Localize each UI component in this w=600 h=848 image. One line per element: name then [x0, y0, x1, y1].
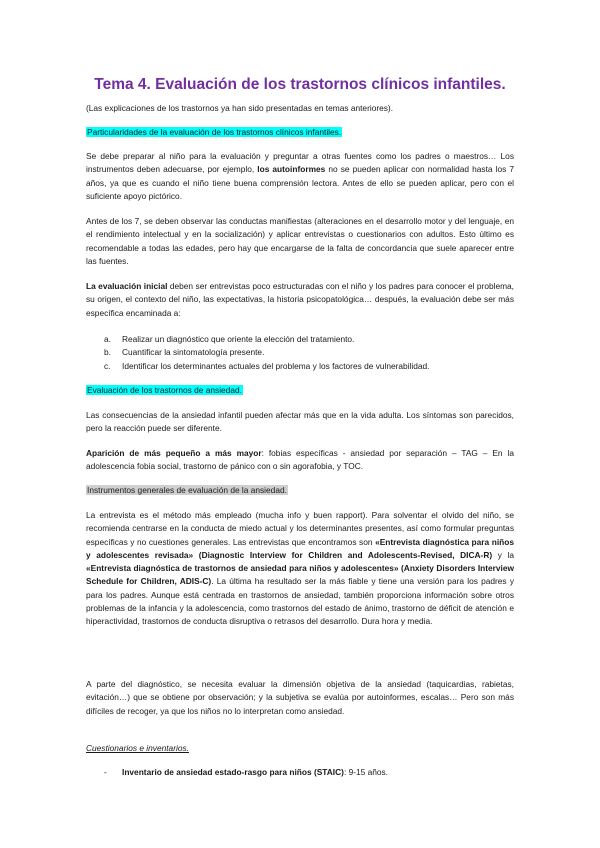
section3-paragraph-1 — [86, 509, 514, 629]
text-span: no se pueden aplicar con normalidad hasta los 7 años, ya que es cuando el niño tiene buena comprensión lectora. Antes de ello se pueden aplicar, pero con el suficiente apoyo pictórico. — [86, 164, 515, 201]
list-marker: b. — [104, 347, 111, 358]
list-item-text: Cuantificar la sintomatología presente. — [122, 347, 265, 358]
list-item — [86, 360, 514, 373]
list-item — [86, 766, 514, 779]
text-bold: Inventario de ansiedad estado-rasgo para niños (STAIC) — [122, 767, 344, 777]
section1-heading: Particularidades de la evaluación de los trastornos clínicos infantiles. — [87, 127, 342, 137]
paragraph-text: Antes de los 7, se deben observar las conductas manifiestas (alteraciones en el desarrollo motor y del lenguaje, en el rendimiento intelectual y en la socialización) y aplicar entrevistas o cuestionarios con adultos. Esto último es recomendable a todas las edades, pero hay que encargarse de la falta de concordancia que suele aparecer entre las fuentes. — [86, 216, 514, 266]
section2-paragraph-1 — [86, 409, 514, 436]
questionnaires-subheading-block — [86, 742, 514, 755]
section2-heading-block — [86, 384, 514, 397]
text-bold: los autoinformes — [257, 164, 326, 175]
text-bold: «Entrevista diagnóstica de trastornos de ansiedad para niños y adolescentes» (Anxiety Disorders Interview Schedule for Children, ADIS-C) — [86, 563, 514, 587]
intro-note-block — [86, 102, 514, 115]
section3-paragraph-2 — [86, 678, 514, 718]
intro-note: (Las explicaciones de los trastornos ya han sido presentadas en temas anteriores). — [86, 103, 394, 113]
section1-heading-block — [86, 126, 514, 139]
text-bold: «Entrevista diagnóstica para niños y adolescentes revisada» (Diagnostic Interview for Children and Adolescents-Revised, DICA-R) — [86, 536, 514, 560]
text-span: deben ser entrevistas poco estructuradas con el niño y los padres para conocer el problema, su origen, el contexto del niño, las expectativas, la historia psicopatológica… después, la evaluación debe ser más específica encaminada a: — [86, 281, 515, 318]
section1-paragraph-1 — [86, 150, 514, 203]
section3-heading: Instrumentos generales de evaluación de la ansiedad. — [87, 485, 287, 495]
section1-paragraph-3 — [86, 280, 514, 320]
text-span: . La última ha resultado ser la más fiable y tiene una versión para los padres y para los padres. Aunque está centrada en trastornos de ansiedad, también proporciona información sobre otros problemas de la infancia y la adolescencia, como trastornos del estado de ánimo, trastorno de déficit de atención e hiperactividad, trastornos de conducta disruptiva o retrasos del desarrollo. Dura hora y media. — [86, 576, 514, 627]
section3-heading-block — [86, 484, 514, 497]
list-item — [86, 333, 514, 346]
instruments-list — [86, 766, 514, 779]
list-item-text: Identificar los determinantes actuales del problema y los factores de vulnerabilidad. — [122, 360, 430, 371]
paragraph-text: Las consecuencias de la ansiedad infantil pueden afectar más que en la vida adulta. Los síntomas son parecidos, pero la reacción puede ser diferente. — [86, 410, 514, 434]
list-marker: c. — [104, 360, 111, 371]
text-span: La entrevista es el método más empleado (mucha info y buen rapport). Para solventar el olvido del niño, se recomienda centrarse en la conducta de miedo actual y los determinantes presentes, así como formular preguntas específicas y no cuestiones generales. Las entrevistas que encontramos son — [86, 510, 514, 547]
page-title: Tema 4. Evaluación de los trastornos clínicos infantiles. — [94, 76, 506, 93]
text-span: : 9-15 años. — [343, 767, 389, 777]
text-span: y la — [492, 549, 514, 560]
list-item-text — [122, 766, 388, 779]
list-item-text: Realizar un diagnóstico que oriente la elección del tratamiento. — [122, 334, 355, 344]
section1-paragraph-2 — [86, 215, 514, 268]
list-item — [86, 346, 514, 359]
objectives-list — [86, 333, 514, 373]
text-span: Se debe preparar al niño para la evaluación y preguntar a otras fuentes como los padres o maestros… Los instrumentos deben adecuarse, por ejemplo, — [86, 151, 514, 175]
text-span: : fobias específicas - ansiedad por separación – TAG – En la adolescencia fobia social, trastorno de pánico con o sin agorafobia, y TOC. — [86, 448, 514, 472]
paragraph-text: A parte del diagnóstico, se necesita evaluar la dimensión objetiva de la ansiedad (taquicardias, rabietas, evitación…) que se obtiene por observación; y la subjetiva se evalúa por autoinformes, escalas… Pero son más difíciles de recoger, ya que los niños no lo interpretan como ansiedad. — [86, 679, 514, 716]
section2-heading: Evaluación de los trastornos de ansiedad. — [87, 385, 242, 395]
section2-paragraph-2 — [86, 447, 514, 474]
list-marker: - — [104, 767, 107, 777]
questionnaires-subheading: Cuestionarios e inventarios. — [86, 743, 189, 753]
text-bold: La evaluación inicial — [86, 281, 168, 291]
list-marker: a. — [104, 334, 111, 344]
text-bold: Aparición de más pequeño a más mayor — [86, 448, 262, 458]
